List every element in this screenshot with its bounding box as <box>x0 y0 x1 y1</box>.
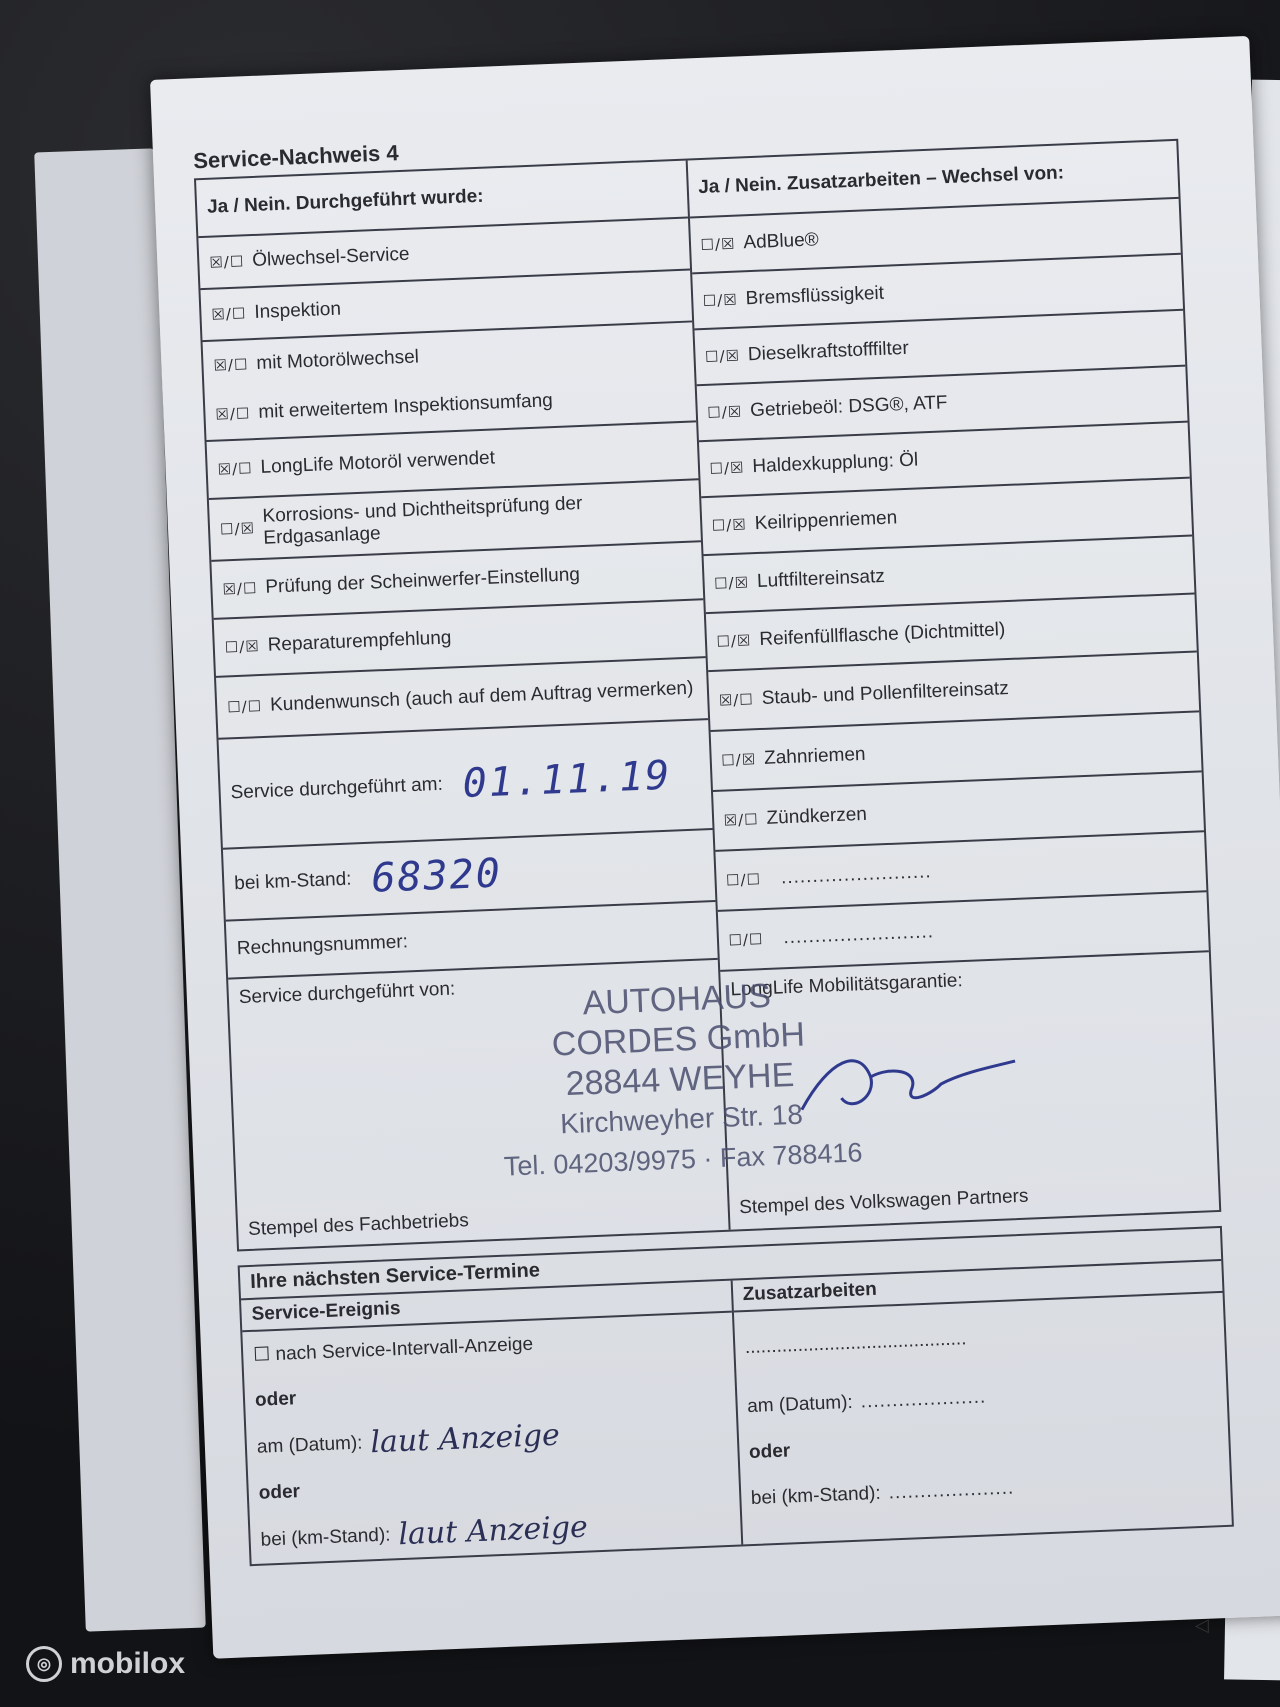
service-date-row <box>219 720 713 850</box>
checkbox-pair[interactable]: ☐/☒ <box>716 631 752 651</box>
row-label: Reparaturempfehlung <box>267 627 452 656</box>
checkbox-pair[interactable]: ☒/☐ <box>213 355 249 375</box>
km-label: bei km-Stand: <box>233 868 352 895</box>
checkbox-pair[interactable]: ☐/☒ <box>706 402 743 422</box>
service-book-page <box>150 36 1280 1659</box>
stamp-line: AUTOHAUS <box>581 976 772 1023</box>
checkbox-pair[interactable]: ☐/☐ <box>725 870 762 890</box>
row-label: Zündkerzen <box>766 803 868 829</box>
checkbox-pair[interactable]: ☐/☒ <box>702 290 739 310</box>
stamp-line: Kirchweyher Str. 18 <box>559 1098 804 1140</box>
extra-work-column <box>732 1261 1232 1544</box>
row-label: Getriebeöl: DSG®, ATF <box>749 392 948 422</box>
checkbox-pair[interactable]: ☐/☒ <box>713 573 750 593</box>
row-label: Bremsflüssigkeit <box>745 282 885 310</box>
watermark <box>26 1646 185 1682</box>
next-km-label: bei (km-Stand): <box>260 1524 391 1551</box>
performed-by-label: Service durchgeführt von: <box>238 978 456 1009</box>
row-label: Keilrippenriemen <box>754 507 898 535</box>
row-label: Korrosions- und Dichtheitsprüfung der Erdgasanlage <box>262 493 583 549</box>
row-label: Haldexkupplung: Öl <box>752 449 919 478</box>
km-value[interactable]: 68320 <box>370 850 503 902</box>
row-label: Staub- und Pollenfiltereinsatz <box>761 678 1010 709</box>
extra-work-header: Zusatzarbeiten <box>732 1261 1222 1313</box>
checkbox-pair[interactable]: ☐/☒ <box>219 519 256 539</box>
page-title: Service-Nachweis 4 <box>192 140 400 174</box>
stamp-line: Tel. 04203/9975 · Fax 788416 <box>503 1137 863 1182</box>
checkbox-pair[interactable]: ☒/☐ <box>209 252 245 272</box>
checkbox-pair[interactable]: ☐/☒ <box>711 515 748 535</box>
triangle-left-icon: ◁ <box>1195 1615 1209 1635</box>
service-event-column <box>241 1281 743 1565</box>
invoice-label: Rechnungsnummer: <box>236 931 409 960</box>
right-km-label: bei (km-Stand): <box>750 1482 882 1510</box>
next-date-value[interactable]: laut Anzeige <box>369 1417 561 1461</box>
oder-label: oder <box>254 1388 297 1411</box>
stamp-caption-right: Stempel des Volkswagen Partners <box>738 1185 1029 1219</box>
checkbox-pair[interactable]: ☐/☒ <box>704 346 741 366</box>
right-date-label: am (Datum): <box>746 1391 854 1418</box>
row-label: Ölwechsel-Service <box>251 243 410 272</box>
next-date-label: am (Datum): <box>256 1432 363 1458</box>
checkbox-pair[interactable]: ☒/☐ <box>215 404 251 424</box>
checkbox-pair[interactable]: ☐/☒ <box>720 750 757 770</box>
checkbox-pair[interactable]: ☒/☐ <box>718 690 755 710</box>
checkbox-pair[interactable]: ☐/☒ <box>709 458 745 478</box>
service-event-header: Service-Ereignis <box>241 1281 731 1333</box>
service-date-value[interactable]: 01.11.19 <box>461 752 673 807</box>
checkbox-pair[interactable]: ☐/☒ <box>224 637 261 657</box>
row-label: Kundenwunsch (auch auf dem Auftrag vermerken) <box>269 677 694 716</box>
next-service-title: Ihre nächsten Service-Termine <box>240 1228 1222 1300</box>
dotted-field[interactable]: ........................ <box>780 861 932 889</box>
row-label: Prüfung der Scheinwerfer-Einstellung <box>264 564 581 598</box>
row-label: mit erweitertem Inspektionsumfang <box>257 390 554 423</box>
mobilox-logo-icon: ◎ <box>26 1646 62 1682</box>
checkbox-pair[interactable]: ☐/☐ <box>728 930 764 950</box>
stamp-line: CORDES GmbH <box>551 1015 806 1064</box>
signature-icon <box>789 1031 1022 1130</box>
right-date-field[interactable]: .................... <box>860 1386 987 1413</box>
row-label: Reifenfüllflasche (Dichtmittel) <box>758 619 1006 650</box>
row-label: mit Motorölwechsel <box>255 346 420 374</box>
oder-label: oder <box>258 1481 301 1504</box>
row-label: AdBlue® <box>743 229 820 254</box>
checkbox-pair[interactable]: ☐/☐ <box>226 697 263 717</box>
row-label: LongLife Motoröl verwendet <box>260 447 496 478</box>
checkbox-pair[interactable]: ☐/☒ <box>700 234 736 255</box>
checkbox-pair[interactable]: ☒/☐ <box>222 579 258 599</box>
checkbox-pair[interactable]: ☒/☐ <box>211 304 247 324</box>
extra-work-field[interactable]: .......................................... <box>744 1328 967 1359</box>
next-service-body <box>241 1261 1232 1564</box>
longlife-label: LongLife Mobilitätsgarantie: <box>730 970 964 1001</box>
stamp-line: 28844 WEYHE <box>564 1055 795 1104</box>
service-date-label: Service durchgeführt am: <box>230 773 444 804</box>
right-km-field[interactable]: .................... <box>888 1477 1015 1504</box>
stamp-caption-left: Stempel des Fachbetriebs <box>247 1210 470 1240</box>
row-label: Inspektion <box>253 298 342 323</box>
checkbox-pair[interactable]: ☒/☐ <box>723 810 759 830</box>
left-header: Ja / Nein. Durchgeführt wurde: <box>196 161 687 239</box>
row-label: Zahnriemen <box>763 743 866 769</box>
next-km-value[interactable]: laut Anzeige <box>397 1509 589 1553</box>
oder-label: oder <box>748 1440 791 1464</box>
right-header: Ja / Nein. Zusatzarbeiten – Wechsel von: <box>687 141 1178 219</box>
dotted-field[interactable]: ........................ <box>782 921 935 949</box>
row-label: Luftfiltereinsatz <box>756 565 886 593</box>
checkbox-pair[interactable]: ☒/☐ <box>217 459 253 479</box>
next-service-table <box>238 1226 1234 1566</box>
watermark-text: mobilox <box>70 1647 186 1680</box>
row-label: Dieselkraftstofffilter <box>747 337 910 366</box>
service-sheet <box>193 109 1234 1566</box>
interval-checkbox[interactable]: ☐ nach Service-Intervall-Anzeige <box>252 1333 534 1366</box>
